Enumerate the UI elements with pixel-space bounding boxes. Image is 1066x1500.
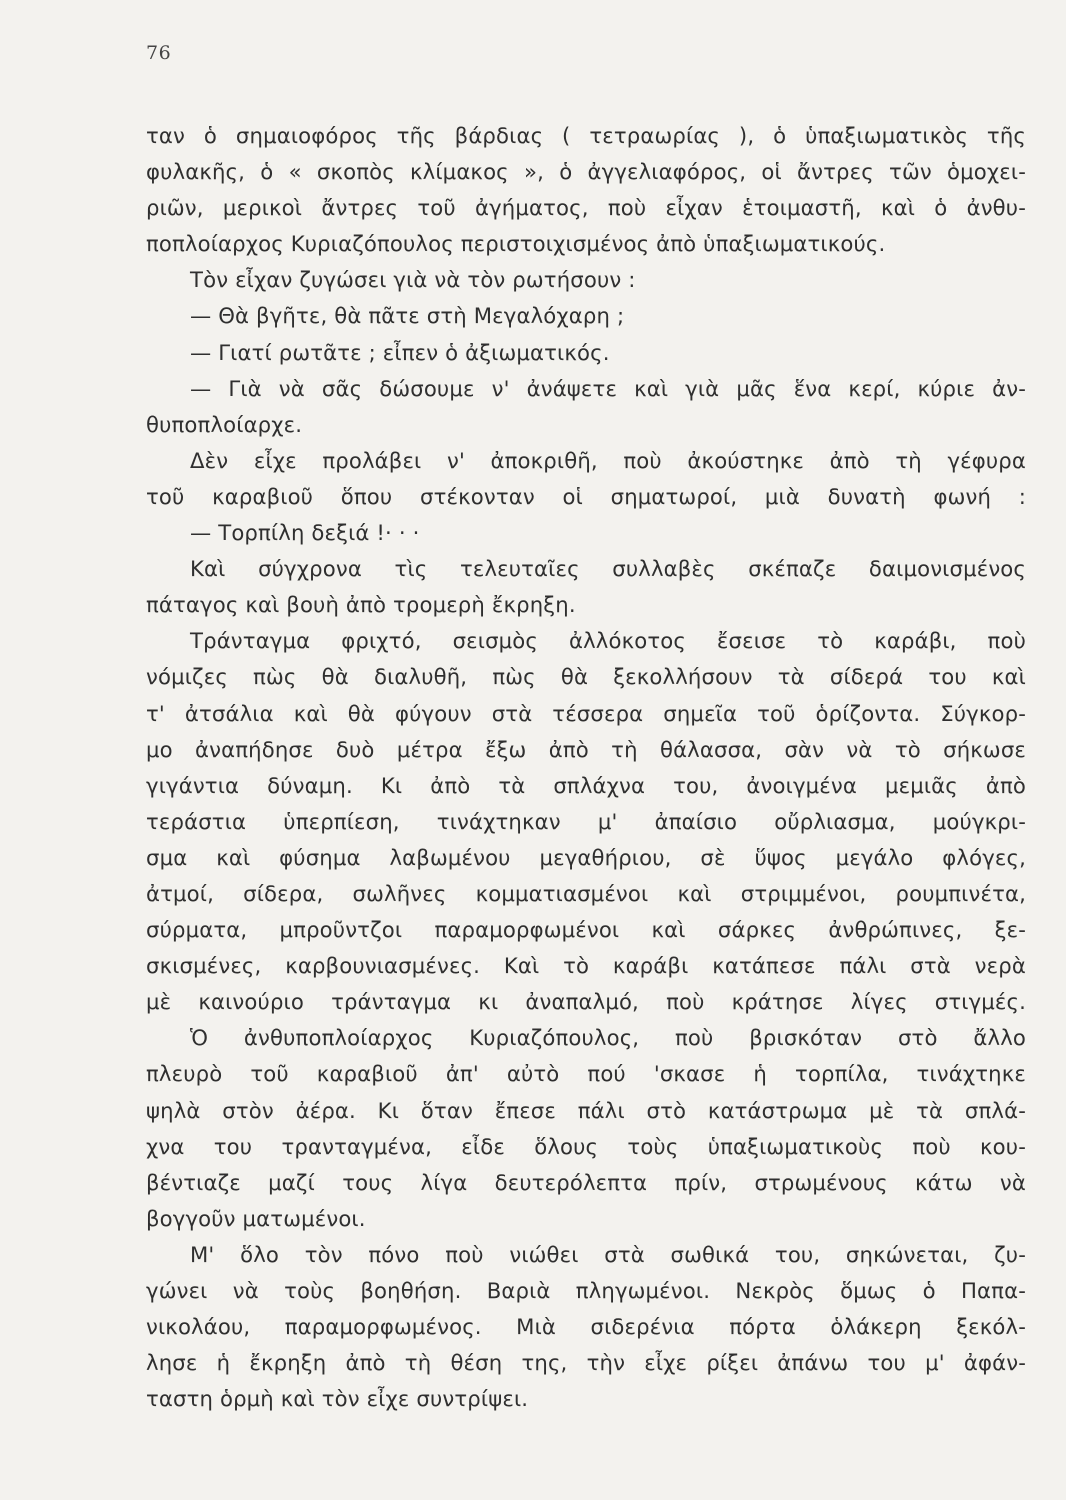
text-line: φυλακῆς, ὁ « σκοπὸς κλίμακος », ὁ ἀγγελιαφόρος, οἱ ἄντρες τῶν ὁμοχει- <box>146 159 1026 185</box>
text-line: μο ἀναπήδησε δυὸ μέτρα ἔξω ἀπὸ τὴ θάλασσα, σὰν νὰ τὸ σήκωσε <box>146 736 1026 762</box>
text-line: Ὁ ἀνθυποπλοίαρχος Κυριαζόπουλος, ποὺ βρισκόταν στὸ ἄλλο <box>190 1025 1026 1051</box>
text-line: χνα του τρανταγμένα, εἶδε ὅλους τοὺς ὑπαξιωματικοὺς ποὺ κου- <box>146 1133 1026 1159</box>
text-line: μὲ καινούριο τράνταγμα κι ἀναπαλμό, ποὺ κράτησε λίγες στιγμές. <box>146 989 1026 1015</box>
page-number: 76 <box>146 42 172 64</box>
text-line: πλευρὸ τοῦ καραβιοῦ ἀπ' αὐτὸ πού 'σκασε ἡ τορπίλα, τινάχτηκε <box>146 1061 1026 1087</box>
text-line: σύρματα, μπροῦντζοι παραμορφωμένοι καὶ σάρκες ἀνθρώπινες, ξε- <box>146 917 1026 943</box>
text-line: βογγοῦν ματωμένοι. <box>146 1205 366 1231</box>
text-line: βέντιαζε μαζί τους λίγα δευτερόλεπτα πρίν, στρωμένους κάτω νὰ <box>146 1169 1026 1195</box>
text-line: Μ' ὅλο τὸν πόνο ποὺ νιώθει στὰ σωθικά του, σηκώνεται, ζυ- <box>190 1241 1026 1267</box>
text-line: ταστη ὁρμὴ καὶ τὸν εἶχε συντρίψει. <box>146 1386 529 1412</box>
text-line: τ' ἀτσάλια καὶ θὰ φύγουν στὰ τέσσερα σημεῖα τοῦ ὁρίζοντα. Σύγκορ- <box>146 700 1026 726</box>
text-line: θυποπλοίαρχε. <box>146 411 303 437</box>
text-line: ταν ὁ σημαιοφόρος τῆς βάρδιας ( τετραωρίας ), ὁ ὑπαξιωματικὸς τῆς <box>146 123 1026 148</box>
dialogue-line: — Θὰ βγῆτε, θὰ πᾶτε στὴ Μεγαλόχαρη ; <box>190 303 625 329</box>
text-line: νόμιζες πὼς θὰ διαλυθῆ, πὼς θὰ ξεκολλήσουν τὰ σίδερά του καὶ <box>146 664 1026 690</box>
text-line: Τράνταγμα φριχτό, σεισμὸς ἀλλόκοτος ἔσεισε τὸ καράβι, ποὺ <box>190 628 1026 654</box>
dialogue-line: — Τορπίλη δεξιά !· · · <box>190 520 420 546</box>
text-line: Τὸν εἶχαν ζυγώσει γιὰ νὰ τὸν ρωτήσουν : <box>190 267 636 293</box>
text-line: πάταγος καὶ βουὴ ἀπὸ τρομερὴ ἔκρηξη. <box>146 592 576 618</box>
text-line: γιγάντια δύναμη. Κι ἀπὸ τὰ σπλάχνα του, ἀνοιγμένα μεμιᾶς ἀπὸ <box>146 772 1026 798</box>
text-line: σμα καὶ φύσημα λαβωμένου μεγαθήριου, σὲ ὕψος μεγάλο φλόγες, <box>146 844 1026 870</box>
text-line: γώνει νὰ τοὺς βοηθήση. Βαριὰ πληγωμένοι. Νεκρὸς ὅμως ὁ Παπα- <box>146 1278 1026 1303</box>
text-line: σκισμένες, καρβουνιασμένες. Καὶ τὸ καράβι κατάπεσε πάλι στὰ νερὰ <box>146 953 1026 979</box>
dialogue-line: — Γιὰ νὰ σᾶς δώσουμε ν' ἀνάψετε καὶ γιὰ μᾶς ἕνα κερί, κύριε ἀν- <box>190 375 1026 401</box>
body-text <box>146 118 1026 1417</box>
text-line: Δὲν εἶχε προλάβει ν' ἀποκριθῆ, ποὺ ἀκούστηκε ἀπὸ τὴ γέφυρα <box>190 447 1026 473</box>
text-line: Καὶ σύγχρονα τὶς τελευταῖες συλλαβὲς σκέπαζε δαιμονισμένος <box>190 556 1026 582</box>
text-line: ἀτμοί, σίδερα, σωλῆνες κομματιασμένοι καὶ στριμμένοι, ρουμπινέτα, <box>146 880 1026 906</box>
text-line: τεράστια ὑπερπίεση, τινάχτηκαν μ' ἀπαίσιο οὔρλιασμα, μούγκρι- <box>146 808 1026 834</box>
text-line: ποπλοίαρχος Κυριαζόπουλος περιστοιχισμένος ἀπὸ ὑπαξιωματικούς. <box>146 231 886 257</box>
text-line: λησε ἡ ἔκρηξη ἀπὸ τὴ θέση της, τὴν εἶχε ρίξει ἀπάνω του μ' ἀφάν- <box>146 1350 1026 1376</box>
text-line: τοῦ καραβιοῦ ὅπου στέκονταν οἱ σηματωροί, μιὰ δυνατὴ φωνή : <box>146 483 1026 509</box>
text-line: ψηλὰ στὸν ἀέρα. Κι ὅταν ἔπεσε πάλι στὸ κατάστρωμα μὲ τὰ σπλά- <box>146 1097 1026 1123</box>
text-line: νικολάου, παραμορφωμένος. Μιὰ σιδερένια πόρτα ὁλάκερη ξεκόλ- <box>146 1314 1026 1340</box>
dialogue-line: — Γιατί ρωτᾶτε ; εἶπεν ὁ ἀξιωματικός. <box>190 339 610 365</box>
text-line: ριῶν, μερικοὶ ἄντρες τοῦ ἀγήματος, ποὺ εἶχαν ἑτοιμαστῆ, καὶ ὁ ἀνθυ- <box>146 195 1026 221</box>
